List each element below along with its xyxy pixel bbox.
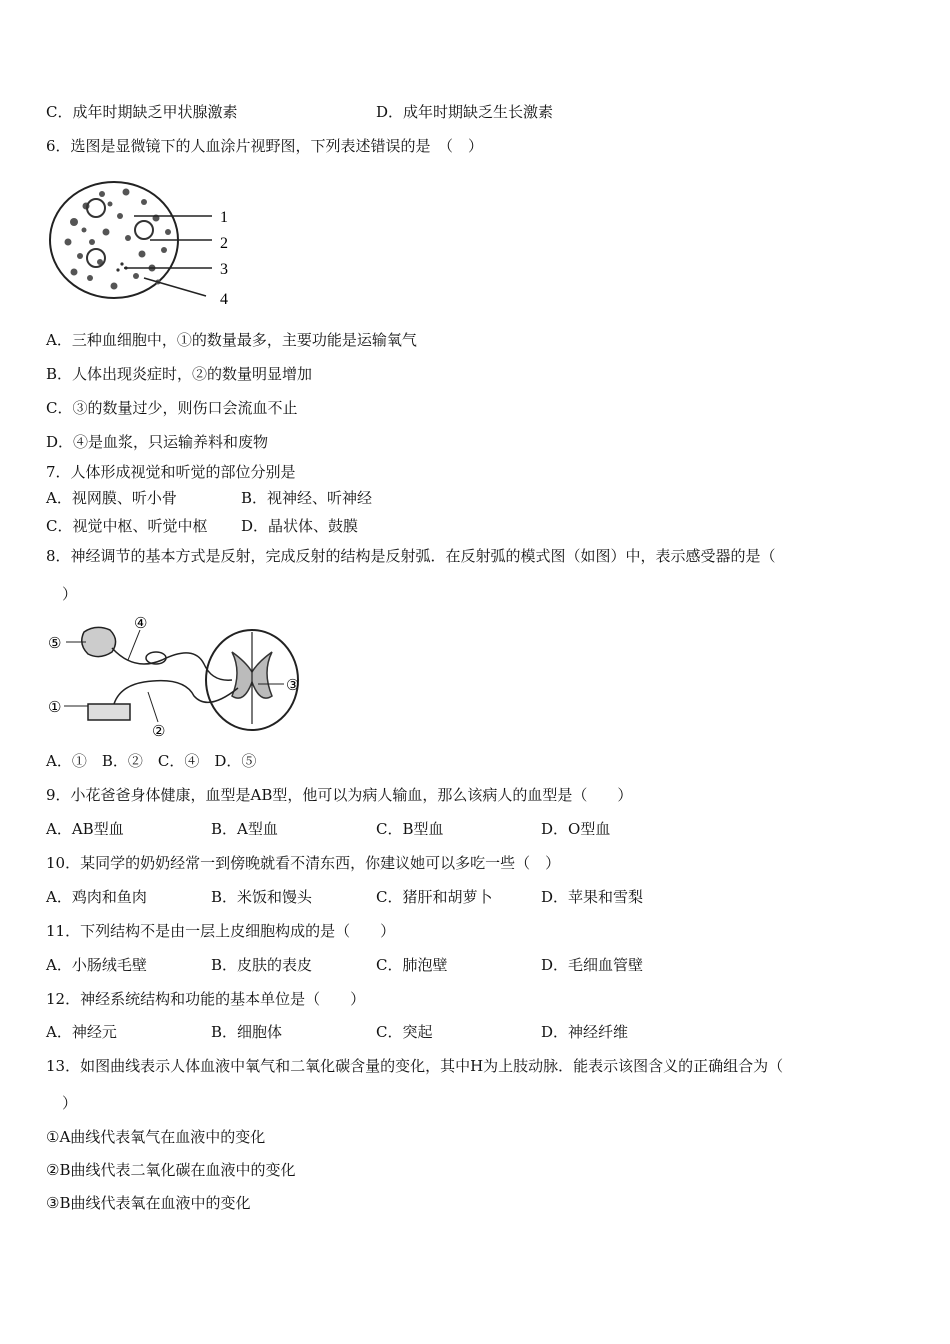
q12-stem: 12．神经系统结构和功能的基本单位是（ ） <box>46 990 366 1008</box>
q6-option-a: A．三种血细胞中，①的数量最多，主要功能是运输氧气 <box>46 331 417 349</box>
q9-option-c: C．B型血 <box>376 820 444 838</box>
q6-option-c: C．③的数量过少，则伤口会流血不止 <box>46 399 298 417</box>
effector-muscle <box>82 627 116 656</box>
q7-option-c: C．视觉中枢、听觉中枢 <box>46 517 208 535</box>
receptor-skin <box>88 704 130 720</box>
q11-option-d: D．毛细血管壁 <box>541 956 644 974</box>
q11-stem: 11．下列结构不是由一层上皮细胞构成的是（ ） <box>46 922 396 940</box>
q10-option-d: D．苹果和雪梨 <box>541 888 644 906</box>
q7-option-a: A．视网膜、听小骨 <box>46 489 177 507</box>
figure-label-3: 3 <box>220 261 228 278</box>
q10-option-a: A．鸡肉和鱼肉 <box>46 888 147 906</box>
figure-label-4: 4 <box>220 291 228 308</box>
q8-stem: 8．神经调节的基本方式是反射，完成反射的结构是反射弧．在反射弧的模式图（如图）中，表示感受器的是（ <box>46 547 776 565</box>
q13-stem: 13．如图曲线表示人体血液中氧气和二氧化碳含量的变化，其中H为上肢动脉．能表示该图含义的正确组合为（ <box>46 1057 784 1075</box>
q8-options: A．① B．② C．④ D．⑤ <box>46 752 257 770</box>
q7-option-b: B．视神经、听神经 <box>241 489 373 507</box>
figure-label-1: 1 <box>220 209 228 226</box>
reflex-arc-figure <box>44 612 306 740</box>
afferent-nerve <box>114 681 238 704</box>
blood-smear-diagram <box>44 172 244 312</box>
q9-option-d: D．O型血 <box>541 820 611 838</box>
reflex-label-1: ① <box>48 700 62 716</box>
q5-option-d: D．成年时期缺乏生长激素 <box>376 103 554 121</box>
q9-stem: 9．小花爸爸身体健康，血型是AB型，他可以为病人输血，那么该病人的血型是（ ） <box>46 786 633 804</box>
q6-option-b: B．人体出现炎症时，②的数量明显增加 <box>46 365 313 383</box>
q12-option-d: D．神经纤维 <box>541 1023 629 1041</box>
pointer-lines <box>124 216 212 296</box>
q5-option-c: C．成年时期缺乏甲状腺激素 <box>46 103 238 121</box>
q13-statement-3: ③B曲线代表氧在血液中的变化 <box>46 1194 251 1212</box>
q12-option-b: B．细胞体 <box>211 1023 283 1041</box>
reflex-label-2: ② <box>152 724 166 740</box>
q13-statement-1: ①A曲线代表氧气在血液中的变化 <box>46 1128 266 1146</box>
q7-stem: 7．人体形成视觉和听觉的部位分别是 <box>46 463 296 481</box>
q11-option-a: A．小肠绒毛壁 <box>46 956 147 974</box>
q12-option-c: C．突起 <box>376 1023 433 1041</box>
q10-option-c: C．猪肝和胡萝卜 <box>376 888 493 906</box>
reflex-label-3: ③ <box>286 678 300 694</box>
q11-option-c: C．肺泡壁 <box>376 956 448 974</box>
q7-option-d: D．晶状体、鼓膜 <box>241 517 359 535</box>
q13-stem-end: ） <box>62 1094 78 1112</box>
q11-option-b: B．皮肤的表皮 <box>211 956 313 974</box>
q6-stem: 6．选图是显微镜下的人血涂片视野图，下列表述错误的是 （ ） <box>46 137 484 155</box>
reflex-label-5: ⑤ <box>48 636 62 652</box>
red-blood-cells <box>65 189 172 290</box>
platelets <box>116 262 127 271</box>
q9-option-b: B．A型血 <box>211 820 278 838</box>
q10-stem: 10．某同学的奶奶经常一到傍晚就看不清东西，你建议她可以多吃一些（ ） <box>46 854 561 872</box>
q8-stem-end: ） <box>62 585 78 603</box>
q13-statement-2: ②B曲线代表二氧化碳在血液中的变化 <box>46 1161 296 1179</box>
q12-option-a: A．神经元 <box>46 1023 117 1041</box>
q10-option-b: B．米饭和馒头 <box>211 888 313 906</box>
figure-label-2: 2 <box>220 235 228 252</box>
q9-option-a: A．AB型血 <box>46 820 124 838</box>
blood-smear-figure <box>44 172 244 312</box>
reflex-label-4: ④ <box>134 616 148 632</box>
q6-option-d: D．④是血浆，只运输养料和废物 <box>46 433 269 451</box>
reflex-arc-diagram <box>44 612 306 740</box>
